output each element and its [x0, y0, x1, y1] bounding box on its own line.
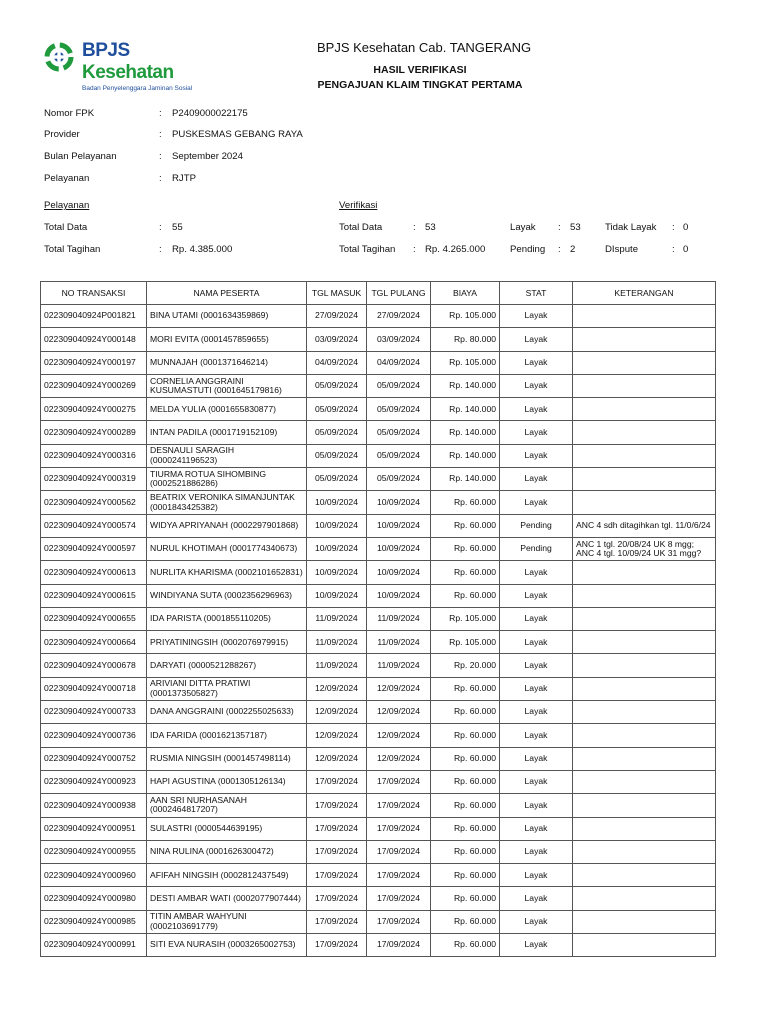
cell-tgl-pulang: 05/09/2024	[367, 374, 431, 397]
ver-total-data-label: Total Data	[339, 222, 383, 233]
table-row	[41, 910, 716, 933]
cell-nama-peserta: HAPI AGUSTINA (0001305126134)	[147, 770, 307, 793]
cell-tgl-masuk: 11/09/2024	[307, 631, 367, 654]
cell-stat: Layak	[500, 398, 573, 421]
pel-total-data-value: 55	[172, 222, 183, 233]
table-row	[41, 840, 716, 863]
cell-stat: Layak	[500, 421, 573, 444]
cell-tgl-pulang: 11/09/2024	[367, 654, 431, 677]
cell-no-transaksi: 022309040924Y000736	[41, 724, 147, 747]
cell-biaya: Rp. 60.000	[431, 840, 500, 863]
cell-nama-peserta: CORNELIA ANGGRAINI KUSUMASTUTI (0001645179816)	[147, 374, 307, 397]
cell-tgl-masuk: 17/09/2024	[307, 910, 367, 933]
cell-keterangan: ANC 4 sdh ditagihkan tgl. 11/0/6/24	[573, 514, 716, 537]
cell-biaya: Rp. 140.000	[431, 444, 500, 467]
cell-no-transaksi: 022309040924Y000562	[41, 491, 147, 514]
summary-colon: :	[558, 222, 561, 233]
table-row	[41, 491, 716, 514]
summary-colon: :	[413, 222, 416, 233]
cell-tgl-pulang: 05/09/2024	[367, 421, 431, 444]
cell-tgl-pulang: 17/09/2024	[367, 770, 431, 793]
cell-keterangan	[573, 817, 716, 840]
cell-keterangan	[573, 701, 716, 724]
cell-biaya: Rp. 60.000	[431, 887, 500, 910]
cell-biaya: Rp. 60.000	[431, 561, 500, 584]
pending-value: 2	[570, 244, 576, 255]
cell-tgl-masuk: 04/09/2024	[307, 351, 367, 374]
cell-no-transaksi: 022309040924Y000960	[41, 864, 147, 887]
cell-tgl-pulang: 17/09/2024	[367, 910, 431, 933]
cell-no-transaksi: 022309040924Y000980	[41, 887, 147, 910]
cell-stat: Pending	[500, 514, 573, 537]
cell-tgl-pulang: 10/09/2024	[367, 561, 431, 584]
cell-tgl-masuk: 12/09/2024	[307, 724, 367, 747]
cell-tgl-masuk: 05/09/2024	[307, 398, 367, 421]
cell-biaya: Rp. 105.000	[431, 631, 500, 654]
cell-tgl-masuk: 17/09/2024	[307, 817, 367, 840]
cell-no-transaksi: 022309040924Y000289	[41, 421, 147, 444]
table-row	[41, 654, 716, 677]
summary-colon: :	[558, 244, 561, 255]
cell-nama-peserta: NURUL KHOTIMAH (0001774340673)	[147, 537, 307, 560]
summary-colon: :	[672, 222, 675, 233]
cell-nama-peserta: DANA ANGGRAINI (0002255025633)	[147, 701, 307, 724]
table-row	[41, 747, 716, 770]
header-keterangan: KETERANGAN	[573, 282, 716, 305]
cell-keterangan	[573, 770, 716, 793]
summary-colon: :	[413, 244, 416, 255]
cell-nama-peserta: BINA UTAMI (0001634359869)	[147, 305, 307, 328]
cell-biaya: Rp. 60.000	[431, 514, 500, 537]
cell-no-transaksi: 022309040924P001821	[41, 305, 147, 328]
cell-keterangan	[573, 468, 716, 491]
cell-no-transaksi: 022309040924Y000938	[41, 794, 147, 817]
header-tgl-pulang: TGL PULANG	[367, 282, 431, 305]
cell-no-transaksi: 022309040924Y000678	[41, 654, 147, 677]
cell-tgl-masuk: 10/09/2024	[307, 537, 367, 560]
cell-keterangan	[573, 654, 716, 677]
cell-keterangan	[573, 840, 716, 863]
cell-keterangan	[573, 607, 716, 630]
cell-no-transaksi: 022309040924Y000319	[41, 468, 147, 491]
cell-keterangan	[573, 374, 716, 397]
cell-keterangan	[573, 910, 716, 933]
cell-nama-peserta: NURLITA KHARISMA (0002101652831)	[147, 561, 307, 584]
cell-keterangan	[573, 794, 716, 817]
layak-value: 53	[570, 222, 581, 233]
cell-tgl-masuk: 10/09/2024	[307, 561, 367, 584]
cell-biaya: Rp. 140.000	[431, 421, 500, 444]
table-row	[41, 374, 716, 397]
cell-tgl-pulang: 12/09/2024	[367, 701, 431, 724]
cell-no-transaksi: 022309040924Y000951	[41, 817, 147, 840]
cell-stat: Layak	[500, 934, 573, 957]
cell-stat: Layak	[500, 607, 573, 630]
table-row	[41, 770, 716, 793]
cell-biaya: Rp. 60.000	[431, 770, 500, 793]
cell-nama-peserta: TITIN AMBAR WAHYUNI (0002103691779)	[147, 910, 307, 933]
info-label-pelayanan: Pelayanan	[44, 173, 90, 184]
info-colon: :	[159, 151, 162, 162]
cell-stat: Layak	[500, 794, 573, 817]
pel-total-tagihan-label: Total Tagihan	[44, 244, 101, 255]
cell-biaya: Rp. 60.000	[431, 701, 500, 724]
cell-tgl-pulang: 12/09/2024	[367, 724, 431, 747]
cell-biaya: Rp. 60.000	[431, 491, 500, 514]
cell-stat: Layak	[500, 747, 573, 770]
cell-nama-peserta: DESTI AMBAR WATI (0002077907444)	[147, 887, 307, 910]
cell-nama-peserta: NINA RULINA (0001626300472)	[147, 840, 307, 863]
cell-tgl-masuk: 05/09/2024	[307, 374, 367, 397]
cell-nama-peserta: IDA PARISTA (0001855110205)	[147, 607, 307, 630]
table-row	[41, 514, 716, 537]
cell-keterangan	[573, 584, 716, 607]
table-row	[41, 677, 716, 700]
cell-tgl-masuk: 17/09/2024	[307, 887, 367, 910]
cell-tgl-pulang: 10/09/2024	[367, 514, 431, 537]
cell-stat: Layak	[500, 328, 573, 351]
summary-colon: :	[159, 222, 162, 233]
cell-tgl-pulang: 10/09/2024	[367, 584, 431, 607]
info-colon: :	[159, 129, 162, 140]
cell-keterangan	[573, 351, 716, 374]
table-header-row	[41, 282, 716, 305]
info-label-provider: Provider	[44, 129, 80, 140]
table-body	[41, 305, 716, 957]
cell-stat: Layak	[500, 840, 573, 863]
cell-biaya: Rp. 60.000	[431, 794, 500, 817]
layak-label: Layak	[510, 222, 536, 233]
info-colon: :	[159, 173, 162, 184]
table-row	[41, 934, 716, 957]
document-subtitle: PENGAJUAN KLAIM TINGKAT PERTAMA	[317, 79, 523, 91]
cell-nama-peserta: MORI EVITA (0001457859655)	[147, 328, 307, 351]
cell-tgl-pulang: 27/09/2024	[367, 305, 431, 328]
table-row	[41, 537, 716, 560]
table-row	[41, 421, 716, 444]
tidak-layak-value: 0	[683, 222, 689, 233]
table-row	[41, 701, 716, 724]
cell-tgl-masuk: 17/09/2024	[307, 934, 367, 957]
cell-biaya: Rp. 60.000	[431, 584, 500, 607]
table-row	[41, 305, 716, 328]
cell-tgl-pulang: 05/09/2024	[367, 444, 431, 467]
table-row	[41, 328, 716, 351]
cell-nama-peserta: INTAN PADILA (0001719152109)	[147, 421, 307, 444]
cell-biaya: Rp. 60.000	[431, 910, 500, 933]
cell-keterangan	[573, 747, 716, 770]
cell-nama-peserta: MELDA YULIA (0001655830877)	[147, 398, 307, 421]
cell-keterangan	[573, 305, 716, 328]
cell-nama-peserta: SULASTRI (0000544639195)	[147, 817, 307, 840]
ver-total-data-value: 53	[425, 222, 436, 233]
header-biaya: BIAYA	[431, 282, 500, 305]
cell-biaya: Rp. 105.000	[431, 607, 500, 630]
logo-subtitle: Badan Penyelenggara Jaminan Sosial	[82, 85, 193, 92]
dispute-label: DIspute	[605, 244, 639, 255]
logo-brand-kesehatan: Kesehatan	[82, 62, 174, 83]
cell-no-transaksi: 022309040924Y000197	[41, 351, 147, 374]
table-row	[41, 817, 716, 840]
cell-nama-peserta: IDA FARIDA (0001621357187)	[147, 724, 307, 747]
cell-nama-peserta: MUNNAJAH (0001371646214)	[147, 351, 307, 374]
cell-keterangan	[573, 398, 716, 421]
cell-nama-peserta: AFIFAH NINGSIH (0002812437549)	[147, 864, 307, 887]
cell-biaya: Rp. 60.000	[431, 537, 500, 560]
cell-biaya: Rp. 60.000	[431, 864, 500, 887]
cell-stat: Layak	[500, 351, 573, 374]
cell-stat: Layak	[500, 677, 573, 700]
cell-tgl-pulang: 12/09/2024	[367, 747, 431, 770]
cell-tgl-pulang: 05/09/2024	[367, 468, 431, 491]
cell-nama-peserta: TIURMA ROTUA SIHOMBING (0002521886286)	[147, 468, 307, 491]
cell-tgl-masuk: 11/09/2024	[307, 654, 367, 677]
cell-keterangan	[573, 561, 716, 584]
cell-biaya: Rp. 60.000	[431, 817, 500, 840]
cell-stat: Layak	[500, 305, 573, 328]
table-row	[41, 444, 716, 467]
table-row	[41, 724, 716, 747]
cell-keterangan	[573, 724, 716, 747]
tidak-layak-label: Tidak Layak	[605, 222, 657, 233]
cell-stat: Pending	[500, 537, 573, 560]
cell-no-transaksi: 022309040924Y000991	[41, 934, 147, 957]
cell-tgl-pulang: 10/09/2024	[367, 537, 431, 560]
cell-nama-peserta: SITI EVA NURASIH (0003265002753)	[147, 934, 307, 957]
info-value-nomor-fpk: P2409000022175	[172, 108, 248, 119]
cell-stat: Layak	[500, 468, 573, 491]
cell-keterangan	[573, 491, 716, 514]
cell-nama-peserta: PRIYATININGSIH (0002076979915)	[147, 631, 307, 654]
table-row	[41, 794, 716, 817]
cell-stat: Layak	[500, 444, 573, 467]
cell-stat: Layak	[500, 864, 573, 887]
cell-tgl-pulang: 17/09/2024	[367, 817, 431, 840]
table-row	[41, 864, 716, 887]
cell-tgl-pulang: 17/09/2024	[367, 864, 431, 887]
cell-stat: Layak	[500, 701, 573, 724]
header-tgl-masuk: TGL MASUK	[307, 282, 367, 305]
cell-tgl-pulang: 12/09/2024	[367, 677, 431, 700]
cell-nama-peserta: AAN SRI NURHASANAH (0002464817207)	[147, 794, 307, 817]
cell-no-transaksi: 022309040924Y000664	[41, 631, 147, 654]
cell-keterangan	[573, 631, 716, 654]
cell-biaya: Rp. 60.000	[431, 747, 500, 770]
cell-keterangan	[573, 864, 716, 887]
cell-no-transaksi: 022309040924Y000316	[41, 444, 147, 467]
header-stat: STAT	[500, 282, 573, 305]
cell-stat: Layak	[500, 584, 573, 607]
cell-keterangan	[573, 421, 716, 444]
cell-keterangan	[573, 328, 716, 351]
cell-tgl-pulang: 10/09/2024	[367, 491, 431, 514]
cell-tgl-pulang: 04/09/2024	[367, 351, 431, 374]
cell-no-transaksi: 022309040924Y000269	[41, 374, 147, 397]
cell-no-transaksi: 022309040924Y000615	[41, 584, 147, 607]
cell-biaya: Rp. 105.000	[431, 351, 500, 374]
cell-tgl-masuk: 17/09/2024	[307, 770, 367, 793]
claims-table	[40, 281, 716, 957]
cell-tgl-pulang: 17/09/2024	[367, 840, 431, 863]
cell-no-transaksi: 022309040924Y000923	[41, 770, 147, 793]
table-row	[41, 607, 716, 630]
cell-no-transaksi: 022309040924Y000955	[41, 840, 147, 863]
pel-total-tagihan-value: Rp. 4.385.000	[172, 244, 233, 255]
cell-keterangan	[573, 887, 716, 910]
cell-tgl-masuk: 05/09/2024	[307, 421, 367, 444]
cell-no-transaksi: 022309040924Y000574	[41, 514, 147, 537]
ver-total-tagihan-label: Total Tagihan	[339, 244, 396, 255]
cell-tgl-pulang: 17/09/2024	[367, 794, 431, 817]
cell-no-transaksi: 022309040924Y000655	[41, 607, 147, 630]
header-no-transaksi: NO TRANSAKSI	[41, 282, 147, 305]
info-value-provider: PUSKESMAS GEBANG RAYA	[172, 129, 303, 140]
cell-tgl-masuk: 10/09/2024	[307, 491, 367, 514]
cell-stat: Layak	[500, 724, 573, 747]
cell-stat: Layak	[500, 561, 573, 584]
cell-stat: Layak	[500, 631, 573, 654]
table-row	[41, 398, 716, 421]
cell-tgl-masuk: 12/09/2024	[307, 677, 367, 700]
cell-stat: Layak	[500, 887, 573, 910]
cell-tgl-masuk: 27/09/2024	[307, 305, 367, 328]
cell-tgl-masuk: 12/09/2024	[307, 747, 367, 770]
cell-biaya: Rp. 60.000	[431, 677, 500, 700]
cell-no-transaksi: 022309040924Y000597	[41, 537, 147, 560]
header-nama-peserta: NAMA PESERTA	[147, 282, 307, 305]
cell-biaya: Rp. 20.000	[431, 654, 500, 677]
logo-brand-bpjs: BPJS	[82, 40, 130, 61]
cell-no-transaksi: 022309040924Y000752	[41, 747, 147, 770]
cell-tgl-masuk: 05/09/2024	[307, 468, 367, 491]
cell-stat: Layak	[500, 770, 573, 793]
ver-total-tagihan-value: Rp. 4.265.000	[425, 244, 486, 255]
cell-tgl-masuk: 17/09/2024	[307, 794, 367, 817]
cell-biaya: Rp. 80.000	[431, 328, 500, 351]
cell-keterangan	[573, 677, 716, 700]
cell-tgl-pulang: 17/09/2024	[367, 934, 431, 957]
cell-no-transaksi: 022309040924Y000733	[41, 701, 147, 724]
cell-biaya: Rp. 140.000	[431, 374, 500, 397]
cell-nama-peserta: DESNAULI SARAGIH (0000241196523)	[147, 444, 307, 467]
cell-stat: Layak	[500, 910, 573, 933]
pelayanan-heading: Pelayanan	[44, 200, 90, 211]
verifikasi-heading: Verifikasi	[339, 200, 378, 211]
info-value-bulan-pelayanan: September 2024	[172, 151, 243, 162]
table-row	[41, 561, 716, 584]
cell-keterangan	[573, 444, 716, 467]
summary-colon: :	[672, 244, 675, 255]
cell-no-transaksi: 022309040924Y000613	[41, 561, 147, 584]
cell-tgl-masuk: 11/09/2024	[307, 607, 367, 630]
cell-nama-peserta: ARIVIANI DITTA PRATIWI (0001373505827)	[147, 677, 307, 700]
cell-nama-peserta: WIDYA APRIYANAH (0002297901868)	[147, 514, 307, 537]
cell-tgl-masuk: 10/09/2024	[307, 514, 367, 537]
cell-stat: Layak	[500, 654, 573, 677]
cell-tgl-masuk: 12/09/2024	[307, 701, 367, 724]
table-row	[41, 468, 716, 491]
cell-tgl-pulang: 17/09/2024	[367, 887, 431, 910]
dispute-value: 0	[683, 244, 689, 255]
cell-nama-peserta: BEATRIX VERONIKA SIMANJUNTAK (0001843425382)	[147, 491, 307, 514]
cell-nama-peserta: DARYATI (0000521288267)	[147, 654, 307, 677]
cell-nama-peserta: RUSMIA NINGSIH (0001457498114)	[147, 747, 307, 770]
office-name: BPJS Kesehatan Cab. TANGERANG	[317, 40, 532, 55]
cell-tgl-pulang: 11/09/2024	[367, 607, 431, 630]
cell-biaya: Rp. 140.000	[431, 468, 500, 491]
cell-tgl-masuk: 03/09/2024	[307, 328, 367, 351]
table-row	[41, 584, 716, 607]
summary-colon: :	[159, 244, 162, 255]
cell-no-transaksi: 022309040924Y000718	[41, 677, 147, 700]
pending-label: Pending	[510, 244, 546, 255]
pel-total-data-label: Total Data	[44, 222, 88, 233]
cell-tgl-masuk: 17/09/2024	[307, 840, 367, 863]
cell-tgl-masuk: 05/09/2024	[307, 444, 367, 467]
document-title: HASIL VERIFIKASI	[373, 64, 467, 76]
cell-tgl-masuk: 10/09/2024	[307, 584, 367, 607]
cell-biaya: Rp. 140.000	[431, 398, 500, 421]
cell-stat: Layak	[500, 817, 573, 840]
cell-nama-peserta: WINDIYANA SUTA (0002356296963)	[147, 584, 307, 607]
info-value-pelayanan: RJTP	[172, 173, 196, 184]
cell-no-transaksi: 022309040924Y000148	[41, 328, 147, 351]
cell-keterangan: ANC 1 tgl. 20/08/24 UK 8 mgg; ANC 4 tgl. 10/09/24 UK 31 mgg?	[573, 537, 716, 560]
cell-tgl-pulang: 11/09/2024	[367, 631, 431, 654]
table-row	[41, 887, 716, 910]
cell-stat: Layak	[500, 374, 573, 397]
info-label-nomor-fpk: Nomor FPK	[44, 108, 95, 119]
cell-keterangan	[573, 934, 716, 957]
cell-stat: Layak	[500, 491, 573, 514]
cell-biaya: Rp. 60.000	[431, 724, 500, 747]
cell-no-transaksi: 022309040924Y000275	[41, 398, 147, 421]
table-row	[41, 351, 716, 374]
table-row	[41, 631, 716, 654]
cell-tgl-pulang: 03/09/2024	[367, 328, 431, 351]
info-colon: :	[159, 108, 162, 119]
cell-biaya: Rp. 60.000	[431, 934, 500, 957]
cell-tgl-pulang: 05/09/2024	[367, 398, 431, 421]
cell-no-transaksi: 022309040924Y000985	[41, 910, 147, 933]
cell-biaya: Rp. 105.000	[431, 305, 500, 328]
cell-tgl-masuk: 17/09/2024	[307, 864, 367, 887]
info-label-bulan-pelayanan: Bulan Pelayanan	[44, 151, 117, 162]
